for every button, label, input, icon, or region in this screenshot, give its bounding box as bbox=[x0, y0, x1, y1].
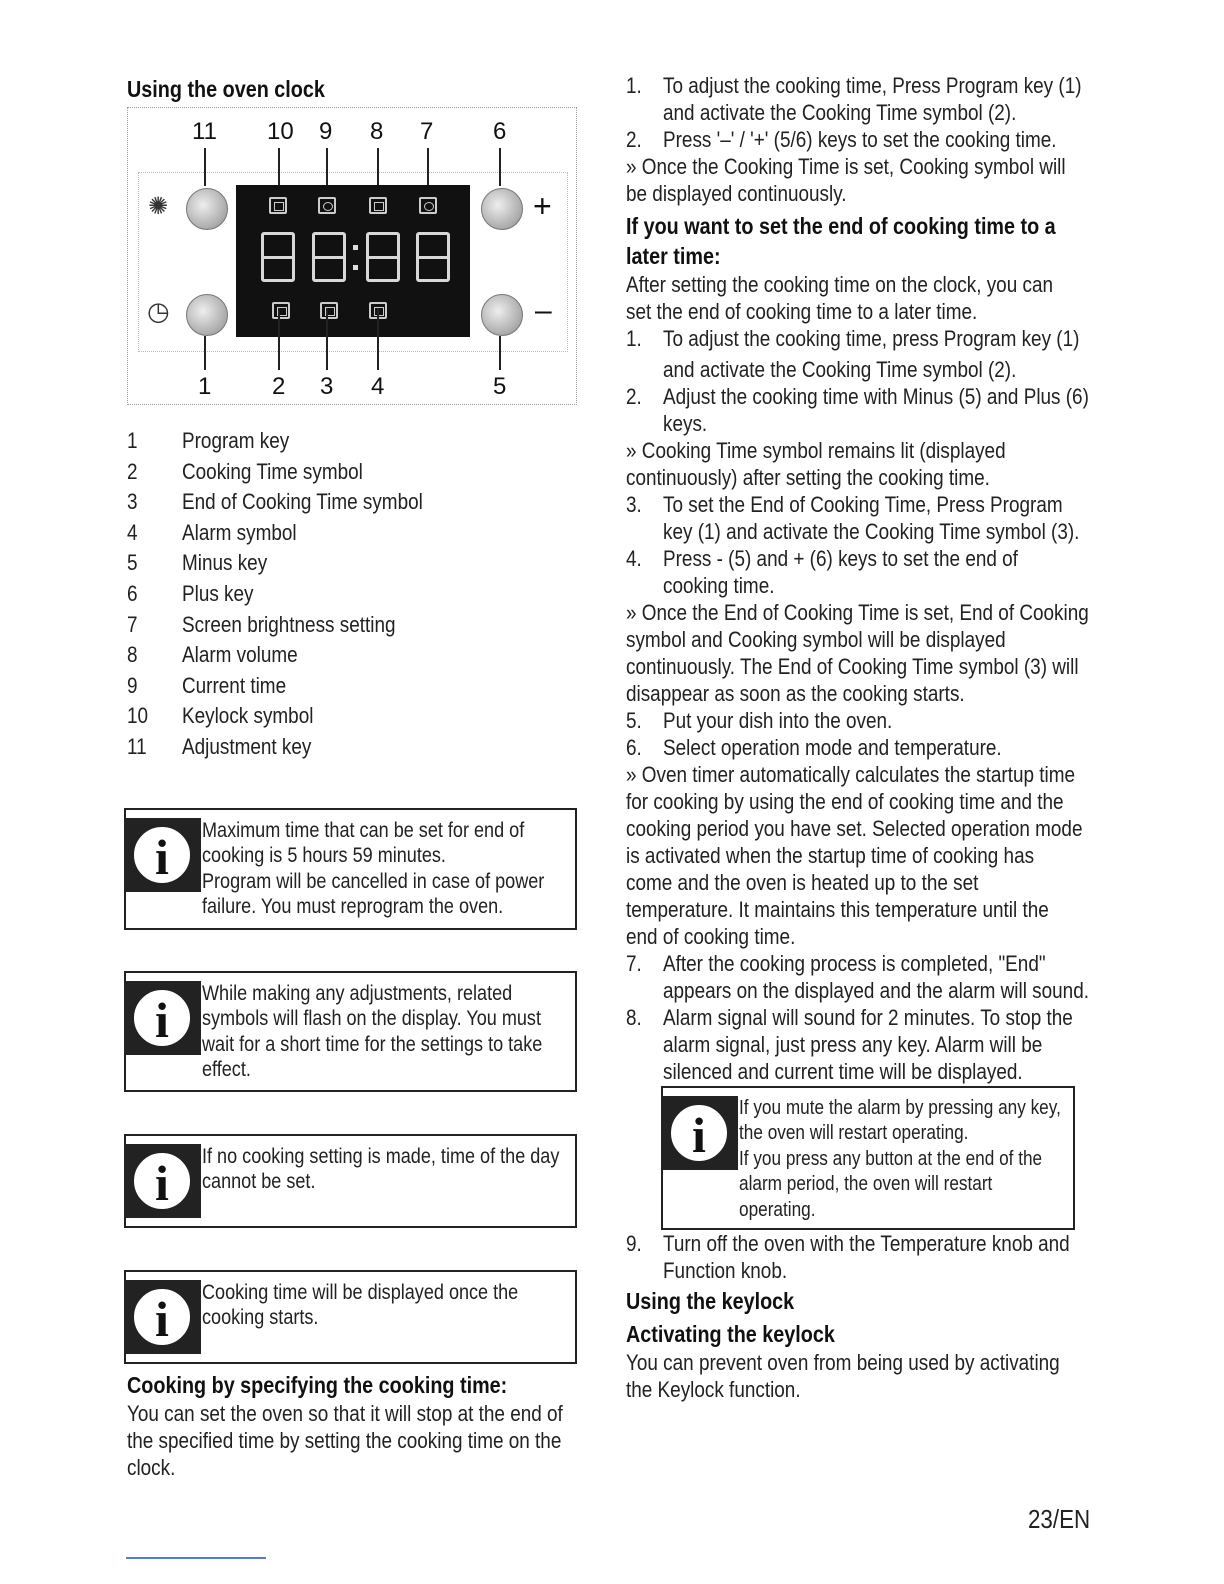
alarm-volume-symbol-icon bbox=[369, 197, 387, 214]
minus-key[interactable] bbox=[481, 294, 523, 336]
heading-activating-keylock: Activating the keylock bbox=[626, 1321, 835, 1347]
diagram-label-2: 2 bbox=[272, 373, 286, 400]
diagram-label-1: 1 bbox=[198, 373, 212, 400]
info-box-no-setting: i If no cooking setting is made, time of the day cannot be set. bbox=[124, 1134, 577, 1228]
clock-icon: ◷ bbox=[147, 296, 170, 326]
plus-key[interactable] bbox=[481, 188, 523, 230]
info-icon: i bbox=[126, 1144, 201, 1218]
info-box-max-time: i Maximum time that can be set for end of cooking is 5 hours 59 minutes. Program will be cancelled in case of power failure. You must reprogram the oven. bbox=[124, 808, 577, 930]
section-heading-oven-clock: Using the oven clock bbox=[127, 76, 325, 102]
page-number: 23/EN bbox=[1028, 1504, 1091, 1534]
brightness-symbol-icon bbox=[419, 197, 437, 214]
diagram-label-9: 9 bbox=[319, 118, 333, 145]
list-item: 7. After the cooking process is completed, "End" appears on the displayed and the alarm will sound. bbox=[626, 951, 1089, 1003]
info-icon: i bbox=[126, 818, 201, 892]
list-item: 5. Put your dish into the oven. bbox=[626, 708, 893, 733]
diagram-label-8: 8 bbox=[370, 118, 384, 145]
section-heading-cooking-time: Cooking by specifying the cooking time: bbox=[127, 1372, 508, 1398]
info-icon: i bbox=[663, 1096, 738, 1170]
oven-clock-diagram bbox=[127, 107, 577, 405]
end-of-cooking-symbol-icon bbox=[320, 302, 338, 319]
list-item: 3. To set the End of Cooking Time, Press Program key (1) and activate the Cooking Time symbol (3). bbox=[626, 492, 1080, 544]
info-box-adjustments: i While making any adjustments, related symbols will flash on the display. You must wait for a short time for the settings to take effect. bbox=[124, 971, 577, 1092]
info-icon: i bbox=[126, 981, 201, 1055]
cooking-time-symbol-icon bbox=[272, 302, 290, 319]
diagram-label-10: 10 bbox=[267, 118, 294, 145]
heading-using-keylock: Using the keylock bbox=[626, 1288, 795, 1314]
footer-bar bbox=[126, 1557, 266, 1559]
info-icon: i bbox=[126, 1280, 201, 1354]
list-item: 9. Turn off the oven with the Temperature knob and Function knob. bbox=[626, 1231, 1070, 1283]
keylock-symbol-icon bbox=[269, 197, 287, 214]
section-cooking-time: Cooking by specifying the cooking time: You can set the oven so that it will stop at the end of the specified time by setting the cooking time on the clock. bbox=[127, 1372, 563, 1480]
list-item: 1. To adjust the cooking time, Press Program key (1) and activate the Cooking Time symbol (2). bbox=[626, 73, 1082, 125]
list-item: 1. To adjust the cooking time, press Program key (1) and activate the Cooking Time symbol (2). bbox=[626, 326, 1080, 382]
program-key[interactable] bbox=[186, 294, 228, 336]
list-item: 8. Alarm signal will sound for 2 minutes. To stop the alarm signal, just press any key. Alarm will be silenced and current time will be displayed. bbox=[626, 1005, 1073, 1084]
list-item: 2. Adjust the cooking time with Minus (5) and Plus (6) keys. bbox=[626, 384, 1089, 436]
diagram-label-11: 11 bbox=[192, 118, 217, 145]
diagram-label-3: 3 bbox=[320, 373, 334, 400]
list-item: 4. Press - (5) and + (6) keys to set the end of cooking time. bbox=[626, 546, 1018, 598]
plus-sign: + bbox=[533, 188, 552, 224]
right-column-bottom: 9. Turn off the oven with the Temperature knob and Function knob. Using the keylock Activating the keylock You can prevent oven from being used by activating the Keylock function. bbox=[626, 1230, 1096, 1403]
adjustment-key[interactable] bbox=[186, 188, 228, 230]
brightness-icon: ✺ bbox=[148, 193, 169, 220]
diagram-label-6: 6 bbox=[493, 118, 507, 145]
diagram-label-7: 7 bbox=[420, 118, 434, 145]
list-item: 2. Press '–' / '+' (5/6) keys to set the cooking time. bbox=[626, 127, 1057, 152]
heading-later-time: If you want to set the end of cooking time to a later time: bbox=[626, 213, 1056, 269]
oven-clock-display bbox=[236, 185, 470, 337]
info-box-mute-alarm: i If you mute the alarm by pressing any key, the oven will restart operating. If you press any button at the end of the alarm period, the oven will restart operating. bbox=[661, 1086, 1075, 1230]
diagram-label-5: 5 bbox=[493, 373, 507, 400]
right-column: 1. To adjust the cooking time, Press Program key (1) and activate the Cooking Time symbol (2). 2. Press '–' / '+' (5/6) keys to set the cooking time. » Once the Cooking Time is set, Cooking symbol will be displayed continuously. If you want to set the end of cooking time to a later time: After setting the cooking time on the clock, you can set the end of cooking time to a later time. 1. To adjust the cooking time, press Program key (1) and activate the Cooking Time symbol (2). 2. Adjust the cooking time with Minus (5) and Plus (6) keys. » Cooking Time symbol remains lit (displayed continuously) after setting the cooking time. 3. To set the End of Cooking Time, Press Program key (1) and activate the Cooking Time symbol (3). 4. Press - (5) and + (6) keys to set the end of cooking time. » Once the End of Cooking Time is set, End of Cooking symbol and Cooking symbol will be displayed continuously. The End of Cooking Time symbol (3) will disappear as soon as the cooking starts. 5. Put your dish into the oven. 6. Select operation mode and temperature. » Oven timer automatically calculates the startup time for cooking by using the end of cooking time and the cooking period you have set. Selected operation mode is activated when the startup time of cooking has come and the oven is heated up to the set temperature. It maintains this temperature until the end of cooking time. 7. After the cooking process is completed, "End" appears on the displayed and the alarm will sound. 8. Alarm signal will sound for 2 minutes. To stop the alarm signal, just press any key. Alarm will be silenced and current time will be displayed. bbox=[626, 72, 1096, 1085]
minus-sign: – bbox=[535, 294, 552, 327]
info-box-cooking-display: i Cooking time will be displayed once the cooking starts. bbox=[124, 1270, 577, 1364]
list-item: 6. Select operation mode and temperature. bbox=[626, 735, 1002, 760]
current-time-symbol-icon bbox=[318, 197, 336, 214]
diagram-label-4: 4 bbox=[371, 373, 385, 400]
